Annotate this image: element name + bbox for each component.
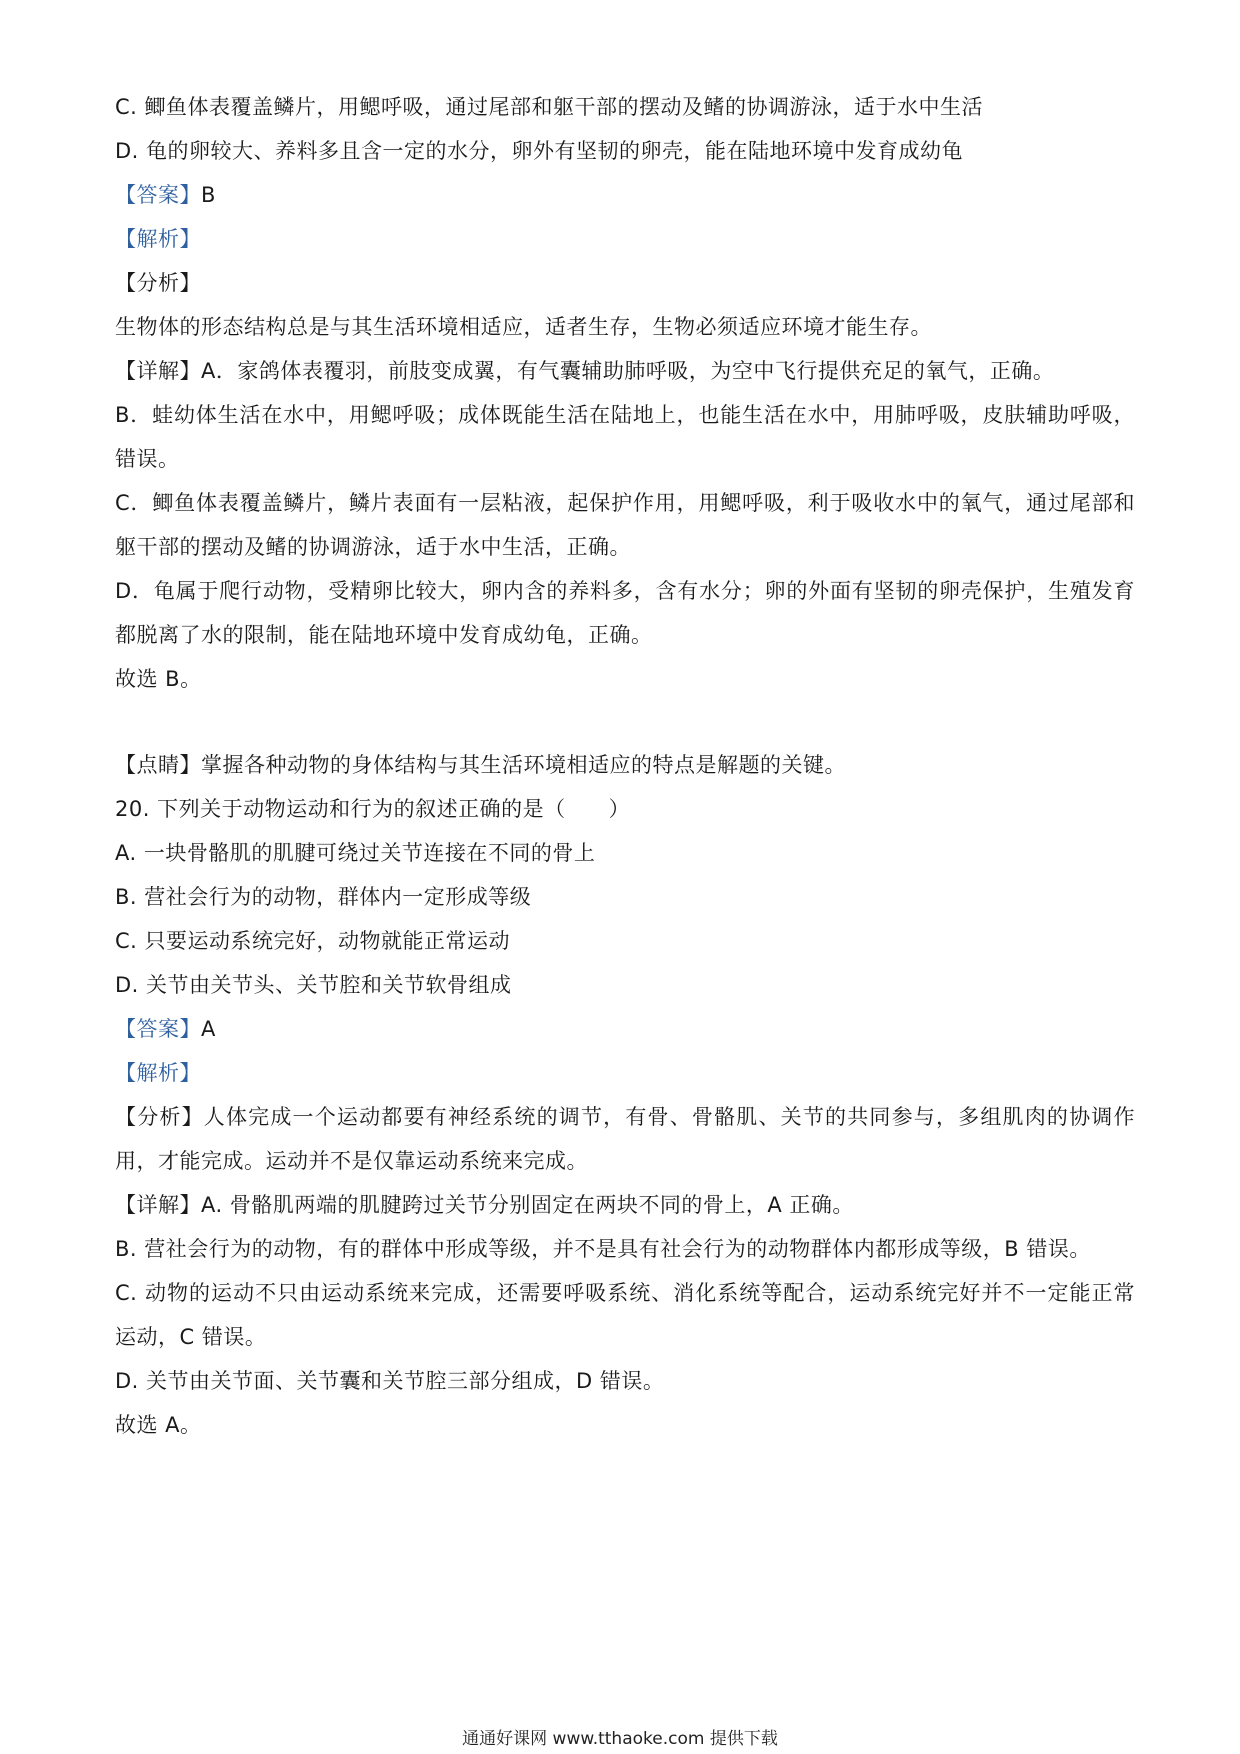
q20-fenxi-2: 用，才能完成。运动并不是仅靠运动系统来完成。 [115, 1149, 588, 1173]
question-20: 20. 下列关于动物运动和行为的叙述正确的是（ ） [115, 797, 631, 821]
q20-detail-a: 【详解】A. 骨骼肌两端的肌腱跨过关节分别固定在两块不同的骨上，A 正确。 [115, 1193, 854, 1217]
q20-option-d: D. 关节由关节头、关节腔和关节软骨组成 [115, 973, 512, 997]
detail-d-1: D．龟属于爬行动物，受精卵比较大，卵内含的养料多，含有水分；卵的外面有坚韧的卵壳保护，生殖发育 [115, 579, 1135, 603]
analysis-tag-1: 【解析】 [115, 227, 201, 251]
q20-option-c: C. 只要运动系统完好，动物就能正常运动 [115, 929, 511, 953]
answer-tag: 【答案】 [115, 1017, 201, 1041]
q20-detail-c-2: 运动，C 错误。 [115, 1325, 267, 1349]
detail-d-2: 都脱离了水的限制，能在陆地环境中发育成幼龟，正确。 [115, 623, 653, 647]
choose-line-2: 故选 A。 [115, 1413, 202, 1437]
answer-value: A [201, 1017, 216, 1041]
page-footer: 通通好课网 www.tthaoke.com 提供下载 [462, 1729, 778, 1749]
option-c-prev: C. 鲫鱼体表覆盖鳞片，用鳃呼吸，通过尾部和躯干部的摆动及鳍的协调游泳，适于水中生活 [115, 95, 984, 119]
answer-line-1 [115, 181, 1135, 209]
detail-c-2: 躯干部的摆动及鳍的协调游泳，适于水中生活，正确。 [115, 535, 631, 559]
choose-line-1: 故选 B。 [115, 667, 202, 691]
fenxi-text: 生物体的形态结构总是与其生活环境相适应，适者生存，生物必须适应环境才能生存。 [115, 315, 932, 339]
answer-tag: 【答案】 [115, 183, 201, 207]
detail-b-2: 错误。 [115, 447, 180, 471]
answer-value: B [201, 183, 216, 207]
q20-option-b: B. 营社会行为的动物，群体内一定形成等级 [115, 885, 532, 909]
q20-detail-d: D. 关节由关节面、关节囊和关节腔三部分组成，D 错误。 [115, 1369, 665, 1393]
detail-a: 【详解】A．家鸽体表覆羽，前肢变成翼，有气囊辅助肺呼吸，为空中飞行提供充足的氧气，正确。 [115, 359, 1055, 383]
detail-c-1: C．鲫鱼体表覆盖鳞片，鳞片表面有一层粘液，起保护作用，用鳃呼吸，利于吸收水中的氧气，通过尾部和 [115, 491, 1135, 515]
q20-option-a: A. 一块骨骼肌的肌腱可绕过关节连接在不同的骨上 [115, 841, 596, 865]
detail-b-1: B．蛙幼体生活在水中，用鳃呼吸；成体既能生活在陆地上，也能生活在水中，用肺呼吸，皮肤辅助呼吸， [115, 403, 1135, 427]
dianjing-line: 【点睛】掌握各种动物的身体结构与其生活环境相适应的特点是解题的关键。 [115, 753, 846, 777]
answer-line-2 [115, 1015, 1135, 1043]
q20-detail-c-1: C. 动物的运动不只由运动系统来完成，还需要呼吸系统、消化系统等配合，运动系统完好并不一定能正常 [115, 1281, 1135, 1305]
q20-detail-b: B. 营社会行为的动物，有的群体中形成等级，并不是具有社会行为的动物群体内都形成等级，B 错误。 [115, 1237, 1091, 1261]
q20-fenxi-1: 【分析】人体完成一个运动都要有神经系统的调节，有骨、骨骼肌、关节的共同参与，多组肌肉的协调作 [115, 1105, 1135, 1129]
fenxi-heading: 【分析】 [115, 271, 201, 295]
analysis-tag-2: 【解析】 [115, 1061, 201, 1085]
option-d-prev: D. 龟的卵较大、养料多且含一定的水分，卵外有坚韧的卵壳，能在陆地环境中发育成幼龟 [115, 139, 964, 163]
